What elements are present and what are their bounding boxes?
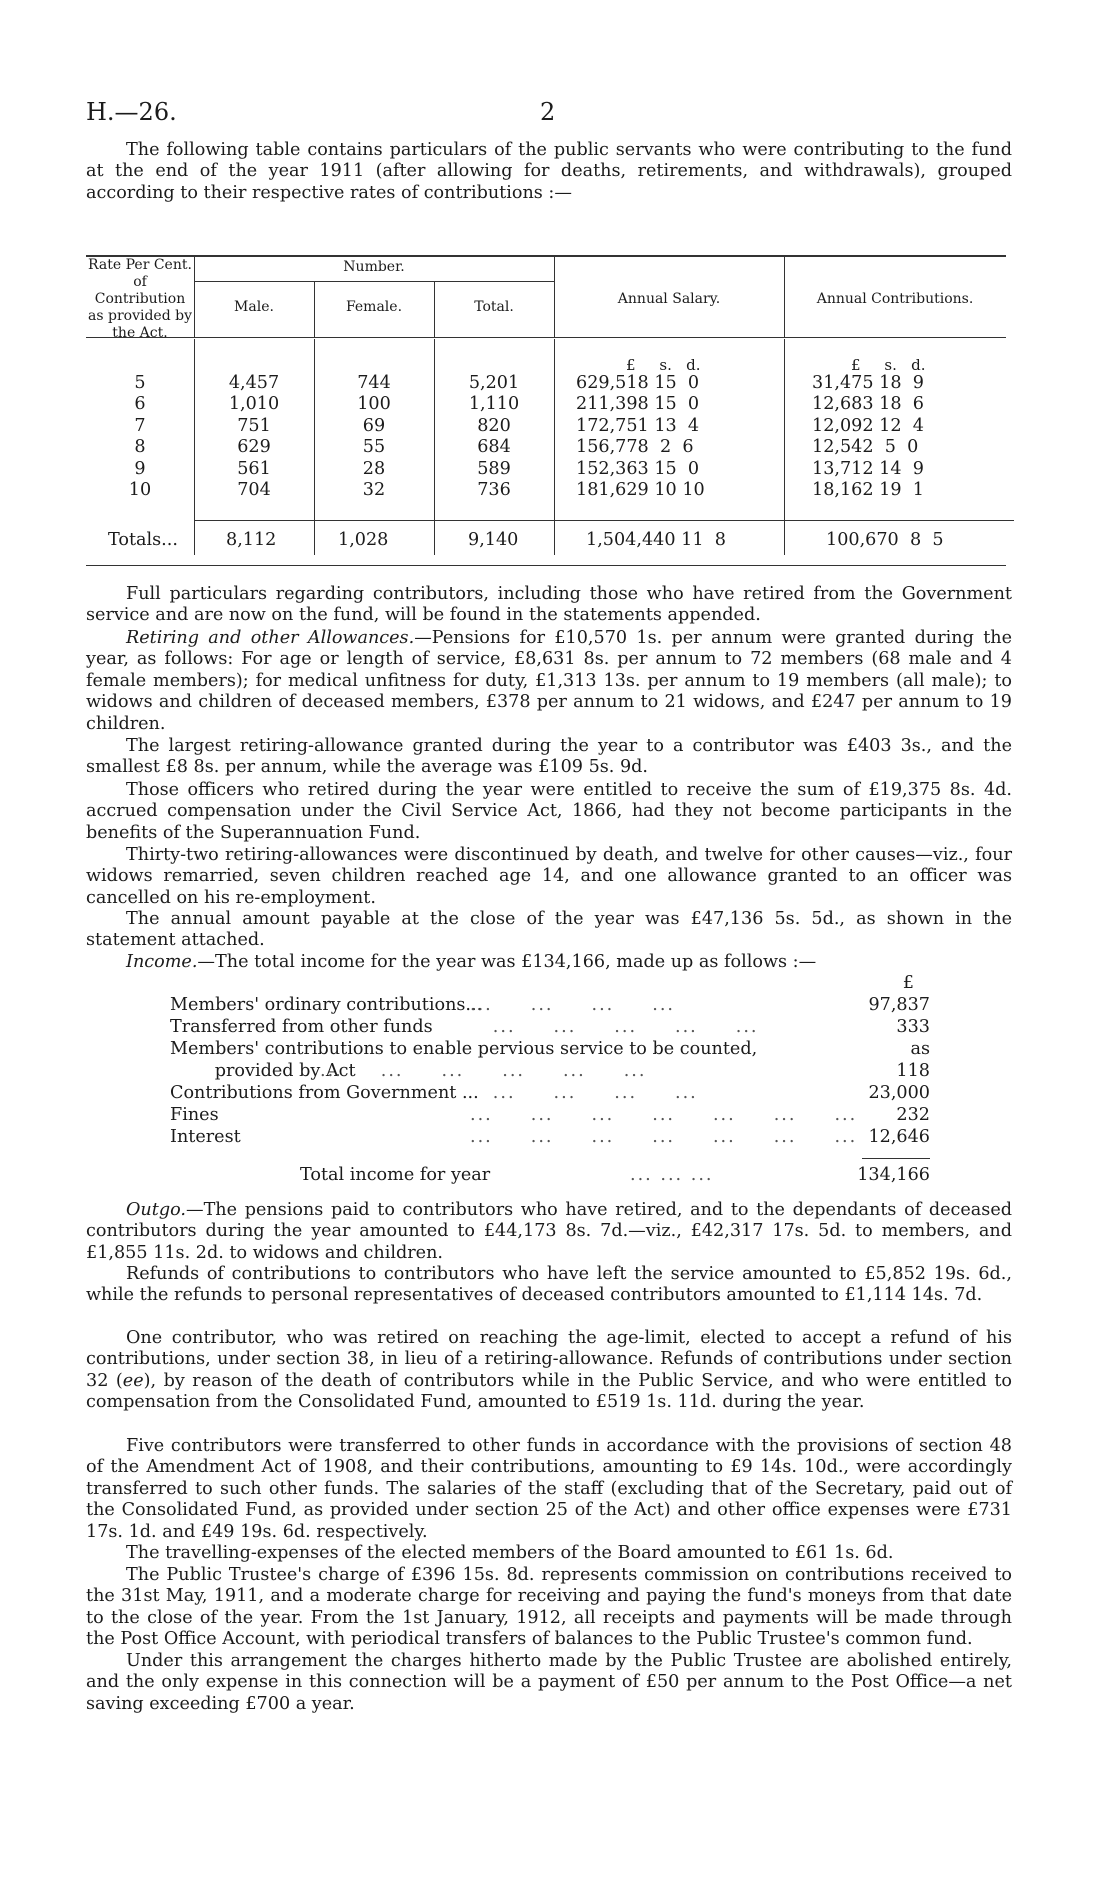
rate-cell: 8 [134, 437, 146, 458]
income-item-dots: ... ... ... ... ... ... ... [470, 1105, 858, 1125]
male-cell: 629 [237, 437, 271, 458]
refunds-paragraph: Refunds of contributions to contributors who have left the service amounted to £5,852 19s. 6d., while the refunds to personal representatives of deceased contributors amounted to £1,114 14s. 7d. [86, 1264, 1012, 1306]
contributions-units: £ s. d. [851, 356, 926, 374]
income-body: —The total income for the year was £134,166, made up as follows :— [197, 952, 817, 972]
salary-cell: 211,398 15 0 [576, 394, 700, 415]
totals-total: 9,140 [468, 530, 519, 550]
one-contributor-text-b: ), by reason of the death of contributors while in the Public Service, and who were entitled to compensation from the Consolidated Fund, amounted to £519 1s. 11d. during the year. [86, 1370, 1012, 1413]
male-cell: 704 [237, 479, 271, 500]
retiring-body: —Pensions for £10,570 1s. per annum were granted during the year, as follows: For age or length of service, £8,631 8s. per annum to 72 members (68 male and 4 female members); for medical unfitness for duty, £1,313 13s. per annum to 19 members (all male); to widows and children of deceased members, £378 per annum to 21 widows, and £247 per annum to 19 children. [86, 628, 1013, 734]
contributions-cell: 31,475 18 9 [812, 373, 924, 393]
rate-cell: 10 [128, 479, 152, 500]
header-salary: Annual Salary. [617, 291, 721, 307]
one-contributor-text-a: One contributor, who was retired on reaching the age-limit, elected to accept a refund of his contributions, under section 38, in lieu of a retiring-allowance. Refunds of contributions under section 32 ( [86, 1328, 1012, 1391]
income-item-label: Members' contributions to enable pervious service to be counted, [170, 1039, 758, 1059]
salary-cell: 156,778 2 6 [576, 437, 694, 458]
totals-label: Totals... [108, 530, 178, 550]
total-column [434, 373, 554, 501]
income-total-amount: 134,166 [857, 1165, 930, 1185]
retiring-paragraph [86, 628, 1012, 735]
header-number: Number. [343, 259, 405, 275]
largest-allowance-paragraph: The largest retiring-allowance granted during the year to a contributor was £403 3s., and the smallest £8 8s. per annum, while the average was £109 5s. 9d. [86, 736, 1012, 778]
income-item-label: provided by Act [170, 1061, 356, 1081]
totals-female: 1,028 [338, 530, 389, 550]
income-paragraph [86, 952, 1012, 973]
income-item-amount: as [910, 1039, 930, 1059]
header-male: Male. [234, 299, 274, 315]
contributions-column [812, 373, 1002, 501]
income-currency: £ [902, 973, 914, 993]
income-item-label: Members' ordinary contributions... [170, 995, 483, 1015]
income-item-label: Fines [170, 1105, 219, 1125]
income-total-label: Total income for year [300, 1165, 491, 1185]
contributions-cell: 18,162 19 1 [812, 479, 924, 500]
income-item-amount: 97,837 [868, 995, 930, 1015]
outgo-body: —The pensions paid to contributors who have retired, and to the dependants of deceased contributors during the year amounted to £44,173 8s. 7d.—viz., £42,317 17s. 5d. to members, and £1,855 11s. 2d. to widows and children. [86, 1200, 1012, 1263]
header-contributions: Annual Contributions. [816, 291, 974, 307]
annual-amount-paragraph: The annual amount payable at the close of the year was £47,136 5s. 5d., as shown in the statement attached. [86, 909, 1012, 951]
totals-male: 8,112 [226, 530, 277, 550]
totals-salary: 1,504,440 11 8 [586, 530, 726, 550]
female-cell: 32 [362, 479, 386, 500]
officers-paragraph: Those officers who retired during the year were entitled to receive the sum of £19,375 8s. 4d. accrued compensation under the Civil Service Act, 1866, had they not become participants in the benefits of the Superannuation Fund. [86, 780, 1012, 843]
full-particulars-paragraph: Full particulars regarding contributors, including those who have retired from the Government service and are now on the fund, will be found in the statements appended. [86, 584, 1012, 626]
female-column [314, 373, 434, 501]
income-item-dots: ... ... ... ... ... ... ... [470, 1127, 858, 1147]
rates-column [86, 373, 194, 501]
rate-cell: 7 [134, 415, 146, 436]
rate-cell: 6 [134, 394, 146, 415]
page-number: 2 [540, 98, 556, 126]
total-cell: 736 [477, 479, 511, 500]
income-item [170, 1038, 930, 1060]
header-total: Total. [474, 299, 514, 315]
female-cell: 69 [362, 415, 386, 436]
income-item [170, 994, 930, 1016]
document-code: H.—26. [86, 98, 177, 126]
one-contributor-paragraph [86, 1328, 1012, 1414]
income-item [170, 1060, 930, 1082]
contributions-cell: 13,712 14 9 [812, 458, 924, 479]
rate-cell: 9 [134, 458, 146, 479]
income-item-dots: ... ... ... ... ... [470, 1017, 759, 1037]
total-cell: 820 [477, 415, 511, 436]
total-cell: 589 [477, 458, 511, 479]
income-item-amount: 333 [896, 1017, 930, 1037]
total-cell: 5,201 [468, 373, 520, 393]
discontinued-paragraph: Thirty-two retiring-allowances were discontinued by death, and twelve for other causes—viz., four widows remarried, seven children reached age 14, and one allowance granted to an officer was cancelled on his re-employment. [86, 845, 1012, 908]
female-cell: 744 [357, 373, 391, 393]
five-contributors-paragraph: Five contributors were transferred to other funds in accordance with the provisions of section 48 of the Amendment Act of 1908, and their contributions, amounting to £9 14s. 10d., were accordingly transferred to such other funds. The salaries of the staff (excluding that of the Secretary, paid out of the Consolidated Fund, as provided under section 25 of the Act) and other office expenses were £731 17s. 1d. and £49 19s. 6d. respectively. [86, 1436, 1012, 1542]
salary-cell: 152,363 15 0 [576, 458, 700, 479]
income-item-amount: 12,646 [868, 1127, 930, 1147]
income-item [170, 1126, 930, 1148]
income-item-amount: 232 [896, 1105, 930, 1125]
female-cell: 55 [362, 437, 386, 458]
male-cell: 4,457 [228, 373, 280, 393]
income-item-dots: ... ... ... ... [470, 995, 675, 1015]
income-item [170, 1082, 930, 1104]
contributions-cell: 12,092 12 4 [812, 415, 924, 436]
salary-cell: 172,751 13 4 [576, 415, 700, 436]
male-column [194, 373, 314, 501]
total-cell: 1,110 [468, 394, 520, 415]
female-cell: 28 [362, 458, 386, 479]
contributions-cell: 12,683 18 6 [812, 394, 924, 415]
income-item-amount: 23,000 [868, 1083, 930, 1103]
totals-contributions: 100,670 8 5 [826, 530, 944, 550]
salary-units: £ s. d. [626, 356, 701, 374]
header-rate: Rate Per Cent. of Contribution as provided by the Act. [88, 257, 192, 341]
one-contributor-section-ee: ee [122, 1370, 144, 1391]
rate-cell: 5 [134, 373, 146, 393]
salary-column [576, 373, 776, 501]
contributors-table [86, 255, 1006, 567]
total-cell: 684 [477, 437, 511, 458]
income-total-row [170, 1164, 930, 1186]
income-item-dots: ... ... ... ... [470, 1083, 698, 1103]
income-item-label: Interest [170, 1127, 241, 1147]
male-cell: 1,010 [228, 394, 280, 415]
travelling-paragraph: The travelling-expenses of the elected members of the Board amounted to £61 1s. 6d. [126, 1543, 894, 1563]
income-item [170, 1104, 930, 1126]
income-total-dots: ... ... ... [630, 1165, 714, 1185]
income-list [170, 972, 930, 1148]
female-cell: 100 [357, 394, 391, 415]
income-item-amount: 118 [896, 1061, 930, 1081]
income-item-label: Transferred from other funds [170, 1017, 433, 1037]
income-heading: Income. [126, 952, 198, 972]
intro-paragraph: The following table contains particulars of the public servants who were contributing to the fund at the end of the year 1911 (after allowing for deaths, retirements, and withdrawals), grouped according to their respective rates of contributions :— [86, 140, 1012, 203]
outgo-paragraph [86, 1200, 1012, 1264]
male-cell: 751 [237, 415, 271, 436]
outgo-heading: Outgo. [126, 1200, 186, 1220]
male-cell: 561 [237, 458, 271, 479]
income-item-label: Contributions from Government ... [170, 1083, 479, 1103]
header-female: Female. [345, 299, 403, 315]
contributions-cell: 12,542 5 0 [812, 437, 919, 458]
arrangement-paragraph: Under this arrangement the charges hitherto made by the Public Trustee are abolished entirely, and the only expense in this connection will be a payment of £50 per annum to the Post Office—a net saving exceeding £700 a year. [86, 1651, 1012, 1714]
retiring-heading: Retiring and other Allowances. [126, 628, 415, 648]
income-item [170, 1016, 930, 1038]
public-trustee-paragraph: The Public Trustee's charge of £396 15s. 8d. represents commission on contributions received to the 31st May, 1911, and a moderate charge for receiving and paying the fund's moneys from that date to the close of the year. From the 1st January, 1912, all receipts and payments will be made through the Post Office Account, with periodical transfers of balances to the Public Trustee's common fund. [86, 1565, 1012, 1650]
income-item-dots: ... ... ... ... ... ... [320, 1061, 647, 1081]
salary-cell: 181,629 10 10 [576, 479, 705, 500]
salary-cell: 629,518 15 0 [576, 373, 700, 393]
